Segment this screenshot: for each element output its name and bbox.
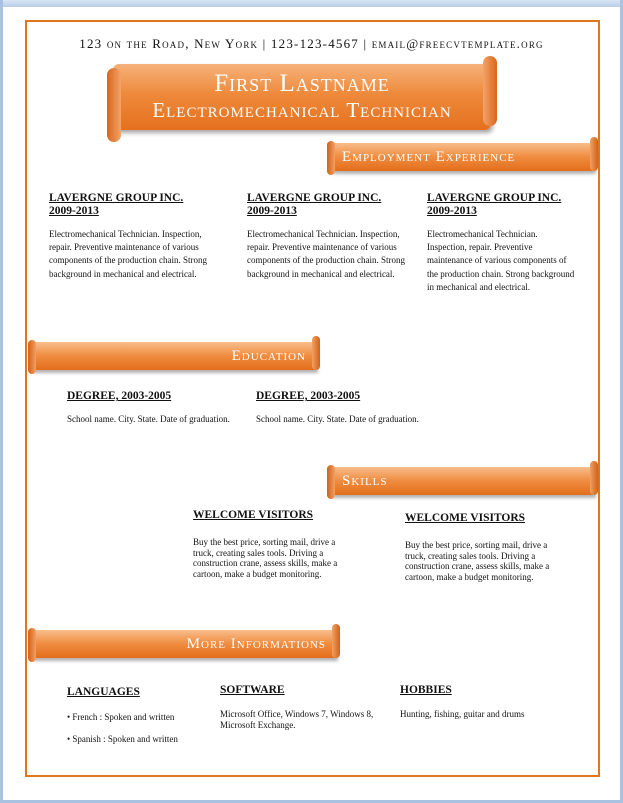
more-section-title: More Informations (186, 636, 326, 652)
employment-description: Electromechanical Technician. Inspection, repair. Preventive maintenance of various components of the production chain. Strong background in mechanical and electrical. (247, 229, 405, 279)
employment-entry (427, 192, 577, 294)
skill-title: WELCOME VISITORS (193, 509, 314, 521)
employment-years: 2009-2013 (49, 205, 99, 217)
languages-title: LANGUAGES (67, 686, 140, 698)
company-name: LAVERGNE GROUP INC. (247, 192, 382, 204)
ribbon-curl-right (590, 137, 598, 171)
candidate-name: First Lastname (214, 70, 390, 97)
skill-text: Buy the best price, sorting mail, drive a truck, creating sales tools. Driving a construction crane, assess skills, make a cartoon, make a budget monitoring. (405, 540, 550, 582)
language-item: • French : Spoken and written (67, 712, 175, 722)
title-ribbon (113, 64, 491, 130)
degree-title: DEGREE, 2003-2005 (67, 390, 172, 402)
hobbies-text: Hunting, fishing, guitar and drums (400, 709, 525, 719)
ribbon-curl-left (28, 340, 36, 374)
ribbon-curl-right (590, 461, 598, 495)
skill-title: WELCOME VISITORS (405, 512, 526, 524)
skills-section-title: Skills (342, 473, 388, 489)
ribbon-curl-left (327, 465, 335, 499)
more-section-ribbon (32, 630, 336, 658)
skill-text: Buy the best price, sorting mail, drive a truck, creating sales tools. Driving a construction crane, assess skills, make a cartoon, make a budget monitoring. (193, 537, 338, 579)
degree-details: School name. City. State. Date of graduation. (67, 414, 230, 424)
ribbon-curl-right (332, 624, 340, 658)
employment-entry (247, 192, 407, 281)
degree-details: School name. City. State. Date of graduation. (256, 414, 419, 424)
degree-title: DEGREE, 2003-2005 (256, 390, 361, 402)
company-name: LAVERGNE GROUP INC. (427, 192, 562, 204)
ribbon-curl-right (312, 336, 320, 370)
language-item: • Spanish : Spoken and written (67, 734, 178, 744)
employment-entry (49, 192, 209, 281)
education-section-title: Education (231, 348, 306, 364)
employment-description: Electromechanical Technician. Inspection, repair. Preventive maintenance of various components of the production chain. Strong background in mechanical and electrical. (49, 229, 207, 279)
contact-line: 123 on the Road, New York | 123-123-4567 | email@freecvtemplate.org (79, 36, 544, 51)
employment-years: 2009-2013 (247, 205, 297, 217)
ribbon-curl-left (28, 628, 36, 662)
ribbon-curl-left (327, 141, 335, 175)
hobbies-title: HOBBIES (400, 684, 452, 696)
company-name: LAVERGNE GROUP INC. (49, 192, 184, 204)
job-title: Electromechanical Technician (152, 98, 452, 122)
employment-section-title: Employment Experience (342, 149, 516, 165)
software-text: Microsoft Office, Windows 7, Windows 8, Microsoft Exchange. (220, 709, 374, 730)
employment-section-ribbon (331, 143, 594, 171)
employment-description: Electromechanical Technician. Inspection, repair. Preventive maintenance of various components of the production chain. Strong background in mechanical and electrical. (427, 229, 575, 292)
employment-years: 2009-2013 (427, 205, 477, 217)
window-left-border (0, 0, 3, 803)
window-top-border (0, 0, 623, 7)
software-title: SOFTWARE (220, 684, 285, 696)
education-section-ribbon (32, 342, 316, 370)
skills-section-ribbon (331, 467, 594, 495)
